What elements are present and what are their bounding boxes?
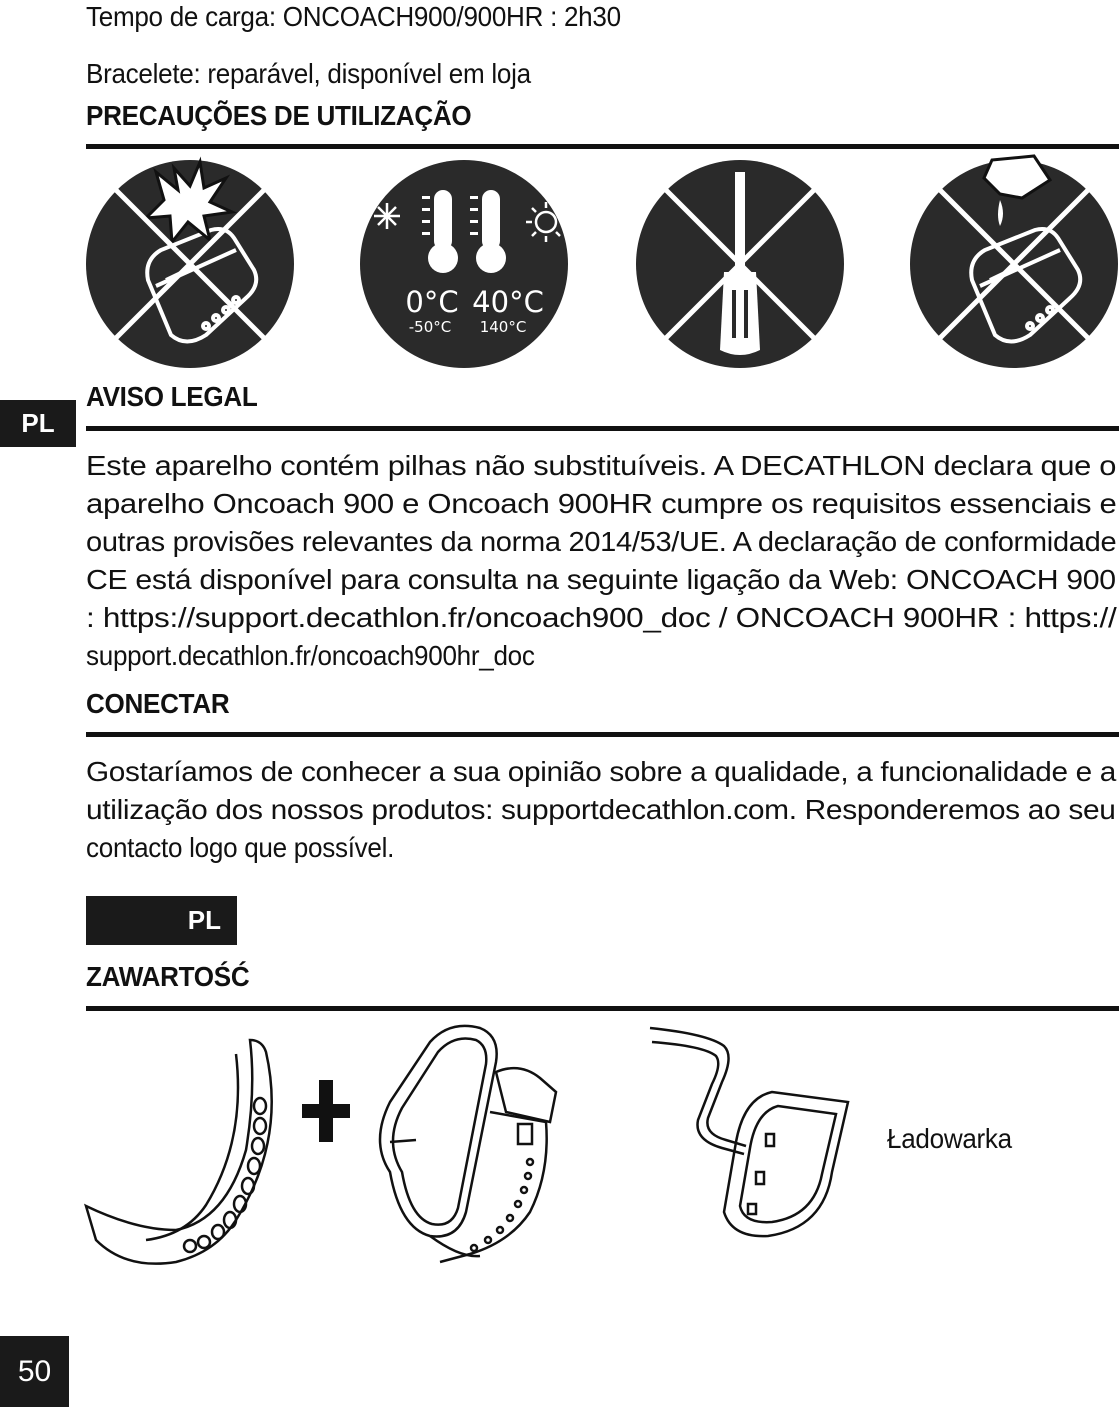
legal-line-4: CE está disponível para consulta na seguinte ligação da Web: ONCOACH 900 [86, 564, 1116, 595]
contents-heading: ZAWARTOŚĆ [86, 961, 250, 992]
temp-low-celsius: 0°C [405, 285, 459, 319]
connect-heading: CONECTAR [86, 688, 230, 719]
temp-high-celsius: 40°C [472, 285, 544, 319]
connect-line-2: utilização dos nossos produtos: supportdecathlon.com. Responderemos ao seu [86, 794, 1116, 825]
bracelet-text: Bracelete: reparável, disponível em loja [86, 58, 531, 89]
legal-heading: AVISO LEGAL [86, 381, 258, 412]
watch-band-icon [370, 1022, 570, 1272]
legal-divider [86, 426, 1119, 431]
legal-line-1: Este aparelho contém pilhas não substituíveis. A DECATHLON declara que o [86, 450, 1117, 481]
charge-time-text: Tempo de carga: ONCOACH900/900HR : 2h30 [86, 1, 621, 32]
connect-divider [86, 732, 1119, 737]
temp-low-fahrenheit: -50°C [408, 318, 452, 336]
connect-line-3: contacto logo que possível. [86, 832, 395, 863]
page-number: 50 [0, 1336, 69, 1407]
strap-icon [86, 1030, 296, 1270]
temperature-range-icon [360, 160, 568, 368]
plus-icon [302, 1080, 350, 1142]
precautions-heading: PRECAUÇÕES DE UTILIZAÇÃO [86, 100, 472, 131]
contents-divider [86, 1006, 1119, 1011]
legal-line-3: outras provisões relevantes da norma 2014/53/UE. A declaração de conformidade [86, 526, 1117, 557]
temp-high-fahrenheit: 140°C [479, 318, 527, 336]
no-screwdriver-icon [636, 160, 844, 368]
no-chemicals-icon [910, 160, 1118, 368]
legal-line-5: : https://support.decathlon.fr/oncoach900_doc / ONCOACH 900HR : https:// [86, 602, 1117, 633]
charger-icon [648, 1022, 858, 1242]
legal-line-2: aparelho Oncoach 900 e Oncoach 900HR cumpre os requisitos essenciais e [86, 488, 1117, 519]
connect-line-1: Gostaríamos de conhecer a sua opinião sobre a qualidade, a funcionalidade e a [86, 756, 1117, 787]
precautions-divider [86, 144, 1119, 149]
no-impact-icon [86, 160, 294, 368]
legal-line-6: support.decathlon.fr/oncoach900hr_doc [86, 640, 535, 671]
side-language-tab: PL [0, 400, 76, 447]
charger-label: Ładowarka [887, 1123, 1012, 1154]
pl-section-tab: PL [86, 896, 237, 945]
